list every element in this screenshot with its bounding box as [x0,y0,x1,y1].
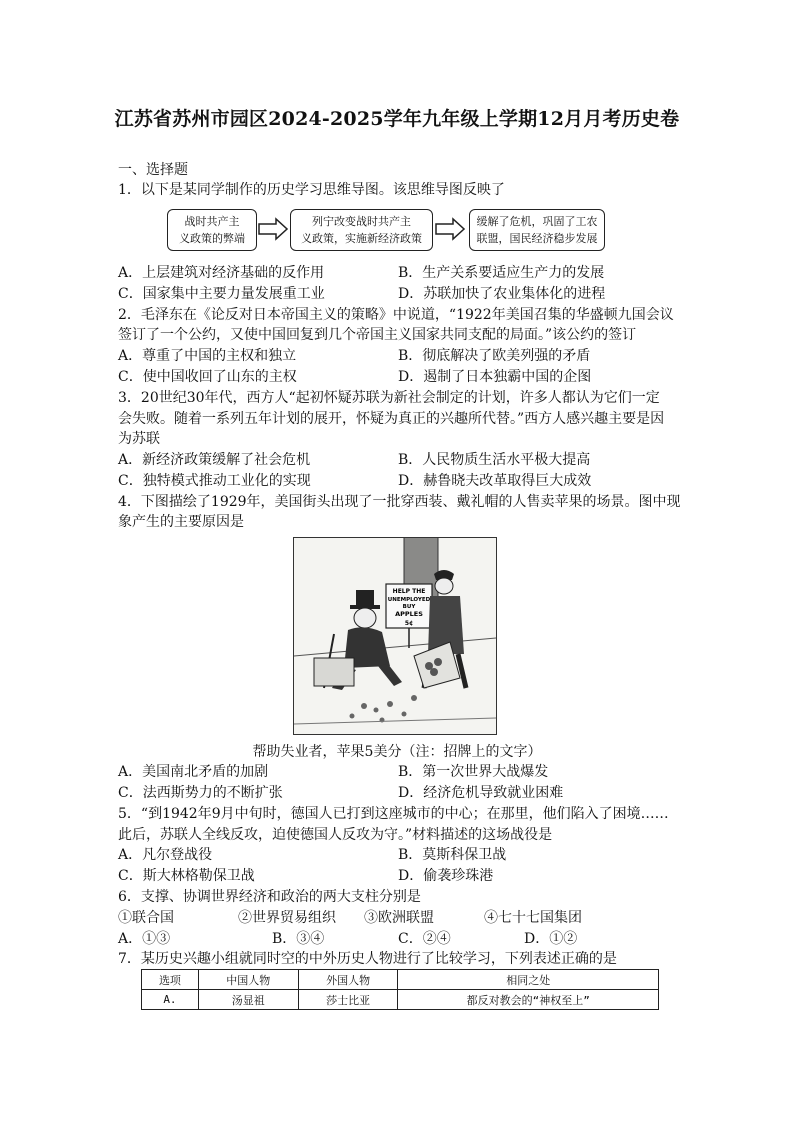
q6-item-1: ①联合国 [118,910,174,926]
q1-stem: 1．以下是某同学制作的历史学习思维导图。该思维导图反映了 [118,182,505,198]
q3-option-d[interactable]: D．赫鲁晓夫改革取得巨大成效 [398,473,592,489]
q3-stem-line3: 为苏联 [118,431,160,447]
table-cell-option: A. [142,990,199,1010]
cartoon-caption: 帮助失业者，苹果5美分（注：招牌上的文字） [252,744,542,760]
q3-option-b[interactable]: B．人民物质生活水平极大提高 [398,452,591,468]
q2-option-a[interactable]: A．尊重了中国的主权和独立 [118,348,297,364]
flow-box-2-line2: 义政策，实施新经济政策 [301,232,422,245]
arrow-right-icon [258,217,288,241]
q6-item-2: ②世界贸易组织 [238,910,336,926]
q3-option-c[interactable]: C．独特模式推动工业化的实现 [118,473,311,489]
table-header-cell: 外国人物 [298,970,398,990]
table-header-cell: 相同之处 [398,970,659,990]
q5-stem-line1: 5．“到1942年9月中旬时，德国人已打到这座城市的中心；在那里，他们陷入了困境…… [118,806,669,822]
q4-stem-line1: 4．下图描绘了1929年，美国街头出现了一批穿西装、戴礼帽的人售卖苹果的场景。图中现 [118,494,681,510]
q4-option-d[interactable]: D．经济危机导致就业困难 [398,785,564,801]
q6-item-3: ③欧洲联盟 [364,910,434,926]
q6-option-d[interactable]: D．①② [524,931,578,947]
exam-title: 江苏省苏州市园区2024-2025学年九年级上学期12月月考历史卷 [114,108,680,130]
comparison-table [141,969,659,1010]
flow-box-1-line2: 义政策的弊端 [179,232,245,245]
q5-option-d[interactable]: D．偷袭珍珠港 [398,868,494,884]
section-heading: 一、选择题 [118,162,188,178]
sign-line-1: HELP THE [392,588,426,595]
q1-option-b[interactable]: B．生产关系要适应生产力的发展 [398,265,605,281]
flow-box-1-line1: 战时共产主 [184,215,240,228]
q2-option-c[interactable]: C．使中国收回了山东的主权 [118,369,297,385]
table-header-row [142,970,659,990]
q4-option-c[interactable]: C．法西斯势力的不断扩张 [118,785,283,801]
table-header-cell: 中国人物 [198,970,298,990]
q5-option-a[interactable]: A．凡尔登战役 [118,847,213,863]
flow-box-1 [167,209,257,251]
table-header-cell: 选项 [142,970,199,990]
sign-line-3: BUY [402,604,416,610]
q1-option-c[interactable]: C．国家集中主要力量发展重工业 [118,286,325,302]
q6-option-c[interactable]: C．②④ [398,931,451,947]
table-cell-chinese-figure: 汤显祖 [198,990,298,1010]
table-cell-foreign-figure: 莎士比亚 [298,990,398,1010]
q4-option-b[interactable]: B．第一次世界大战爆发 [398,764,549,780]
sign-line-5: 5¢ [404,620,414,627]
flow-box-3-line1: 缓解了危机，巩固了工农 [476,215,598,228]
flow-box-2-line1: 列宁改变战时共产主 [312,215,411,228]
q3-stem-line2: 会失败。随着一系列五年计划的展开，怀疑为真正的兴趣所代替。”西方人感兴趣主要是因 [118,411,665,427]
q2-stem-line1: 2．毛泽东在《论反对日本帝国主义的策略》中说道，“1922年美国召集的华盛顿九国会议 [118,307,674,323]
q6-option-b[interactable]: B．③④ [272,931,325,947]
flow-box-3-line2: 联盟，国民经济稳步发展 [476,232,598,245]
q6-option-a[interactable]: A．①③ [118,931,171,947]
q5-stem-line2: 此后，苏联人全线反攻，迫使德国人反攻为守。”材料描述的这场战役是 [118,827,553,843]
cartoon-drawing [294,538,496,734]
sign-line-2: UNEMPLOYED [387,597,431,603]
flow-box-2 [290,209,433,251]
q3-stem-line1: 3．20世纪30年代，西方人“起初怀疑苏联为新社会制定的计划，许多人都认为它们一定 [118,390,660,406]
q2-option-d[interactable]: D．遏制了日本独霸中国的企图 [398,369,592,385]
q2-stem-line2: 签订了一个公约，又使中国回复到几个帝国主义国家共同支配的局面。”该公约的签订 [118,327,637,343]
arrow-right-icon [435,217,465,241]
apple-seller-cartoon [293,537,497,735]
sign-line-4: APPLES [395,610,423,618]
q7-stem: 7．某历史兴趣小组就同时空的中外历史人物进行了比较学习，下列表述正确的是 [118,951,617,967]
q5-option-b[interactable]: B．莫斯科保卫战 [398,847,507,863]
q1-option-a[interactable]: A．上层建筑对经济基础的反作用 [118,265,325,281]
q5-option-c[interactable]: C．斯大林格勒保卫战 [118,868,255,884]
q6-item-4: ④七十七国集团 [484,910,582,926]
flow-box-3 [469,209,605,251]
q6-stem: 6．支撑、协调世界经济和政治的两大支柱分别是 [118,889,421,905]
q3-option-a[interactable]: A．新经济政策缓解了社会危机 [118,452,311,468]
q1-option-d[interactable]: D．苏联加快了农业集体化的进程 [398,286,606,302]
table-cell-similarity: 都反对教会的“神权至上” [398,990,659,1010]
q2-option-b[interactable]: B．彻底解决了欧美列强的矛盾 [398,348,591,364]
q4-option-a[interactable]: A．美国南北矛盾的加剧 [118,764,269,780]
table-row[interactable] [142,990,659,1010]
q4-stem-line2: 象产生的主要原因是 [118,514,244,530]
